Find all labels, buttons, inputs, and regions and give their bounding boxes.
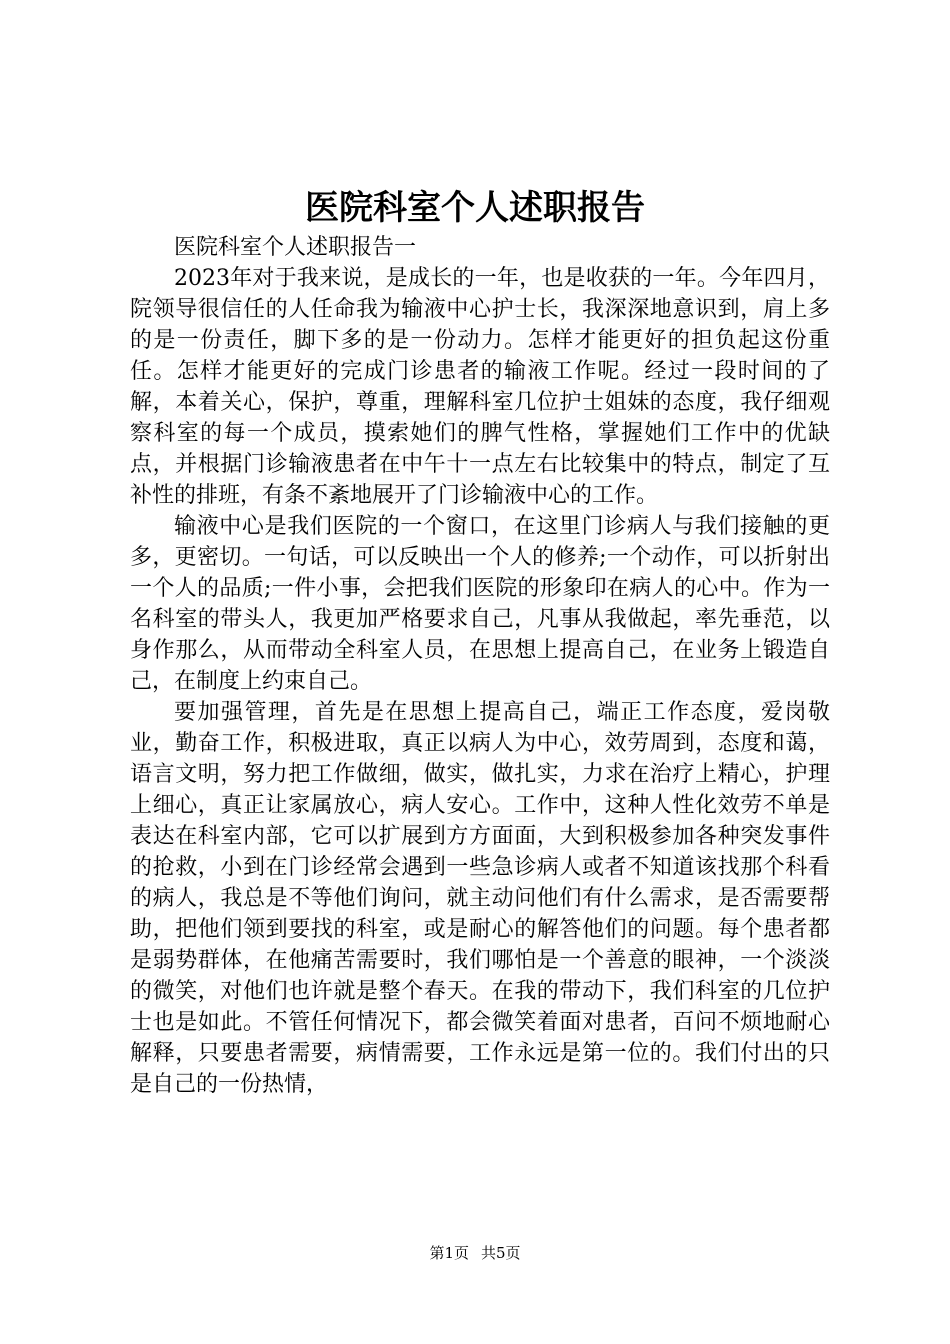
document-title: 医院科室个人述职报告: [305, 188, 645, 228]
document-body: [130, 232, 830, 1100]
page-number: 第1页: [429, 1244, 469, 1262]
page-total: 共5页: [481, 1244, 521, 1262]
page-footer: [0, 1242, 950, 1264]
paragraph: 要加强管理，首先是在思想上提高自己，端正工作态度，爱岗敬业，勤奋工作，积极进取，真正以病人为中心，效劳周到，态度和蔼，语言文明，努力把工作做细，做实，做扎实，力求在治疗上精心，护理上细心，真正让家属放心，病人安心。工作中，这种人性化效劳不单是表达在科室内部，它可以扩展到方方面面，大到积极参加各种突发事件的抢救，小到在门诊经常会遇到一些急诊病人或者不知道该找那个科看的病人，我总是不等他们询问，就主动问他们有什么需求，是否需要帮助，把他们领到要找的科室，或是耐心的解答他们的问题。每个患者都是弱势群体，在他痛苦需要时，我们哪怕是一个善意的眼神，一个淡淡的微笑，对他们也许就是整个春天。在我的带动下，我们科室的几位护士也是如此。不管任何情况下，都会微笑着面对患者，百问不烦地耐心解释，只要患者需要，病情需要，工作永远是第一位的。我们付出的只是自己的一份热情，: [130, 700, 830, 1097]
paragraph-subtitle: 医院科室个人述职报告一: [174, 235, 417, 260]
paragraph: 输液中心是我们医院的一个窗口，在这里门诊病人与我们接触的更多，更密切。一句话，可以反映出一个人的修养;一个动作，可以折射出一个人的品质;一件小事，会把我们医院的形象印在病人的心中。作为一名科室的带头人，我更加严格要求自己，凡事从我做起，率先垂范，以身作那么，从而带动全科室人员，在思想上提高自己，在业务上锻造自己，在制度上约束自己。: [130, 514, 830, 694]
paragraph: 2023年对于我来说，是成长的一年，也是收获的一年。今年四月，院领导很信任的人任命我为输液中心护士长，我深深地意识到，肩上多的是一份责任，脚下多的是一份动力。怎样才能更好的担负起这份重任。怎样才能更好的完成门诊患者的输液工作呢。经过一段时间的了解，本着关心，保护，尊重，理解科室几位护士姐妹的态度，我仔细观察科室的每一个成员，摸索她们的脾气性格，掌握她们工作中的优缺点，并根据门诊输液患者在中午十一点左右比较集中的特点，制定了互补性的排班，有条不紊地展开了门诊输液中心的工作。: [130, 266, 830, 508]
